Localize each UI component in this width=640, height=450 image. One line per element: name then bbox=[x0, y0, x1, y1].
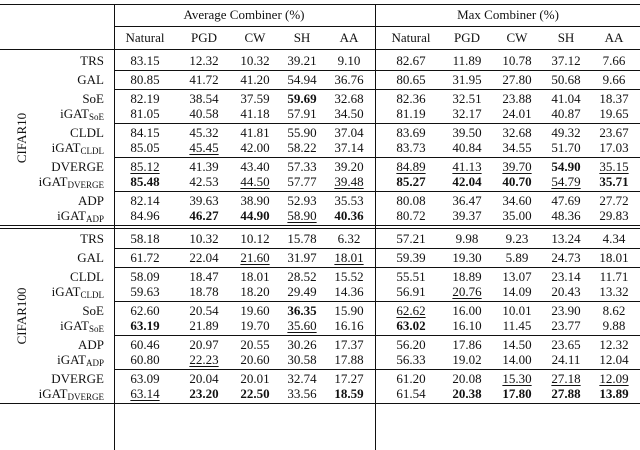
table-cell: 14.09 bbox=[502, 284, 532, 299]
table-cell: 9.98 bbox=[455, 231, 479, 246]
table-cell: 22.50 bbox=[240, 386, 270, 401]
table-cell: 15.78 bbox=[287, 231, 317, 246]
table-cell: 17.80 bbox=[502, 386, 532, 401]
table-cell: 38.54 bbox=[189, 91, 219, 106]
table-cell: 20.04 bbox=[189, 371, 219, 386]
table-cell: 23.14 bbox=[551, 269, 581, 284]
method-name: iGAT bbox=[60, 318, 89, 333]
table-cell: 61.72 bbox=[130, 250, 160, 265]
table-cell: 41.20 bbox=[240, 72, 270, 87]
dataset-label: CIFAR100 bbox=[14, 287, 29, 345]
method-name: iGAT bbox=[57, 352, 86, 367]
method-name: CLDL bbox=[70, 125, 104, 140]
table-cell: 40.87 bbox=[551, 106, 581, 121]
table-cell: 27.72 bbox=[599, 193, 629, 208]
table-cell: 63.02 bbox=[396, 318, 426, 333]
table-cell: 12.32 bbox=[189, 53, 219, 68]
table-cell: 58.22 bbox=[287, 140, 317, 155]
group-separator bbox=[114, 191, 640, 192]
table-cell: 27.80 bbox=[502, 72, 532, 87]
method-name: ADP bbox=[77, 337, 104, 352]
group-separator bbox=[114, 335, 640, 336]
table-cell: 23.88 bbox=[502, 91, 532, 106]
table-cell: 17.88 bbox=[334, 352, 364, 367]
table-cell: 20.60 bbox=[240, 352, 270, 367]
table-cell: 9.88 bbox=[602, 318, 626, 333]
table-cell: 18.01 bbox=[240, 269, 270, 284]
table-cell: 21.60 bbox=[240, 250, 270, 265]
table-cell: 27.18 bbox=[551, 371, 581, 386]
table-cell: 15.30 bbox=[502, 371, 532, 386]
table-cell: 24.01 bbox=[502, 106, 532, 121]
table-cell: 38.90 bbox=[240, 193, 270, 208]
column-header: SH bbox=[293, 30, 311, 45]
table-cell: 40.36 bbox=[334, 208, 364, 223]
table-cell: 20.76 bbox=[452, 284, 482, 299]
table-cell: 18.89 bbox=[452, 269, 482, 284]
table-cell: 45.45 bbox=[189, 140, 219, 155]
group-separator bbox=[114, 123, 640, 124]
table-cell: 31.95 bbox=[452, 72, 482, 87]
table-cell: 32.68 bbox=[334, 91, 364, 106]
table-cell: 46.27 bbox=[189, 208, 219, 223]
table-cell: 34.50 bbox=[334, 106, 364, 121]
table-cell: 80.72 bbox=[396, 208, 426, 223]
group-separator bbox=[114, 70, 640, 71]
table-cell: 85.27 bbox=[396, 174, 426, 189]
table-cell: 41.18 bbox=[240, 106, 270, 121]
column-header: PGD bbox=[190, 30, 217, 45]
table-cell: 31.97 bbox=[287, 250, 317, 265]
table-cell: 14.00 bbox=[502, 352, 532, 367]
table-cell: 54.79 bbox=[551, 174, 581, 189]
table-cell: 23.77 bbox=[551, 318, 581, 333]
method-name: DVERGE bbox=[51, 159, 104, 174]
table-cell: 39.21 bbox=[287, 53, 317, 68]
table-cell: 35.53 bbox=[334, 193, 364, 208]
table-cell: 42.00 bbox=[240, 140, 270, 155]
table-cell: 13.24 bbox=[551, 231, 581, 246]
table-cell: 83.73 bbox=[396, 140, 426, 155]
table-cell: 41.39 bbox=[189, 159, 219, 174]
table-cell: 10.78 bbox=[502, 53, 532, 68]
group-separator bbox=[114, 157, 640, 158]
group-separator bbox=[114, 267, 640, 268]
table-cell: 17.37 bbox=[334, 337, 364, 352]
table-cell: 80.08 bbox=[396, 193, 426, 208]
table-cell: 14.36 bbox=[334, 284, 364, 299]
table-cell: 60.80 bbox=[130, 352, 160, 367]
table-cell: 20.08 bbox=[452, 371, 482, 386]
table-cell: 63.09 bbox=[130, 371, 160, 386]
bottom-rule bbox=[0, 403, 640, 404]
dataset-rule-1 bbox=[0, 225, 640, 226]
table-cell: 54.94 bbox=[287, 72, 317, 87]
table-cell: 42.04 bbox=[452, 174, 482, 189]
table-cell: 19.02 bbox=[452, 352, 482, 367]
table-cell: 15.52 bbox=[334, 269, 364, 284]
table-cell: 13.32 bbox=[599, 284, 629, 299]
table-cell: 30.26 bbox=[287, 337, 317, 352]
method-name: iGAT bbox=[51, 284, 81, 299]
table-cell: 85.48 bbox=[130, 174, 160, 189]
table-cell: 37.14 bbox=[334, 140, 364, 155]
table-cell: 39.70 bbox=[502, 159, 532, 174]
table-cell: 59.69 bbox=[287, 91, 317, 106]
table-cell: 23.90 bbox=[551, 303, 581, 318]
method-name: GAL bbox=[77, 250, 104, 265]
method-name: iGAT bbox=[38, 386, 68, 401]
table-cell: 9.23 bbox=[505, 231, 529, 246]
method-name: SoE bbox=[82, 303, 104, 318]
table-cell: 84.15 bbox=[130, 125, 160, 140]
table-cell: 80.85 bbox=[130, 72, 160, 87]
method-label bbox=[10, 53, 104, 68]
table-cell: 24.73 bbox=[551, 250, 581, 265]
method-name: SoE bbox=[82, 91, 104, 106]
table-cell: 83.69 bbox=[396, 125, 426, 140]
method-subscript: SoE bbox=[88, 324, 104, 334]
table-cell: 54.90 bbox=[551, 159, 581, 174]
table-cell: 58.90 bbox=[287, 208, 317, 223]
table-cell: 57.91 bbox=[287, 106, 317, 121]
table-cell: 28.52 bbox=[287, 269, 317, 284]
table-cell: 35.15 bbox=[599, 159, 629, 174]
table-cell: 9.10 bbox=[337, 53, 361, 68]
table-cell: 37.12 bbox=[551, 53, 581, 68]
table-cell: 35.60 bbox=[287, 318, 317, 333]
table-cell: 20.54 bbox=[189, 303, 219, 318]
table-cell: 20.01 bbox=[240, 371, 270, 386]
table-cell: 18.47 bbox=[189, 269, 219, 284]
table-cell: 56.91 bbox=[396, 284, 426, 299]
table-cell: 34.55 bbox=[502, 140, 532, 155]
table-cell: 32.51 bbox=[452, 91, 482, 106]
table-cell: 10.12 bbox=[240, 231, 270, 246]
table-cell: 43.40 bbox=[240, 159, 270, 174]
table-cell: 16.00 bbox=[452, 303, 482, 318]
group-separator bbox=[114, 369, 640, 370]
table-cell: 36.76 bbox=[334, 72, 364, 87]
dataset-rule-2 bbox=[0, 228, 640, 229]
table-cell: 16.10 bbox=[452, 318, 482, 333]
method-name: GAL bbox=[77, 72, 104, 87]
table-cell: 29.49 bbox=[287, 284, 317, 299]
table-cell: 39.20 bbox=[334, 159, 364, 174]
method-name: CLDL bbox=[70, 269, 104, 284]
column-header: CW bbox=[244, 30, 266, 45]
table-cell: 40.70 bbox=[502, 174, 532, 189]
table-cell: 18.01 bbox=[599, 250, 629, 265]
table-cell: 62.62 bbox=[396, 303, 426, 318]
table-cell: 12.09 bbox=[599, 371, 629, 386]
table-cell: 8.62 bbox=[602, 303, 626, 318]
method-name: iGAT bbox=[51, 140, 81, 155]
table-cell: 17.03 bbox=[599, 140, 629, 155]
table-cell: 60.46 bbox=[130, 337, 160, 352]
header-rule bbox=[0, 49, 640, 50]
table-cell: 35.00 bbox=[502, 208, 532, 223]
method-subscript: ADP bbox=[85, 358, 104, 368]
method-name: TRS bbox=[80, 231, 104, 246]
table-cell: 82.14 bbox=[130, 193, 160, 208]
table-cell: 57.21 bbox=[396, 231, 426, 246]
table-cell: 32.74 bbox=[287, 371, 317, 386]
table-cell: 13.89 bbox=[599, 386, 629, 401]
table-cell: 30.58 bbox=[287, 352, 317, 367]
table-cell: 17.86 bbox=[452, 337, 482, 352]
table-cell: 82.67 bbox=[396, 53, 426, 68]
table-cell: 7.66 bbox=[602, 53, 626, 68]
table-cell: 81.19 bbox=[396, 106, 426, 121]
table-cell: 32.17 bbox=[452, 106, 482, 121]
top-rule bbox=[0, 4, 640, 5]
table-cell: 22.23 bbox=[189, 352, 219, 367]
column-header: AA bbox=[339, 30, 359, 45]
table-cell: 39.50 bbox=[452, 125, 482, 140]
table-cell: 51.70 bbox=[551, 140, 581, 155]
table-cell: 50.68 bbox=[551, 72, 581, 87]
table-cell: 45.32 bbox=[189, 125, 219, 140]
table-cell: 15.90 bbox=[334, 303, 364, 318]
table-cell: 36.47 bbox=[452, 193, 482, 208]
table-cell: 11.89 bbox=[452, 53, 482, 68]
table-cell: 19.60 bbox=[240, 303, 270, 318]
table-cell: 57.33 bbox=[287, 159, 317, 174]
table-cell: 18.01 bbox=[334, 250, 364, 265]
table-cell: 63.14 bbox=[130, 386, 160, 401]
table-cell: 39.48 bbox=[334, 174, 364, 189]
table-cell: 44.90 bbox=[240, 208, 270, 223]
table-cell: 85.12 bbox=[130, 159, 160, 174]
group-header-max: Max Combiner (%) bbox=[457, 7, 559, 22]
table-cell: 19.65 bbox=[599, 106, 629, 121]
table-cell: 58.18 bbox=[130, 231, 160, 246]
table-cell: 10.32 bbox=[240, 53, 270, 68]
group-rule bbox=[114, 26, 640, 27]
table-cell: 32.68 bbox=[502, 125, 532, 140]
table-cell: 41.04 bbox=[551, 91, 581, 106]
table-cell: 18.78 bbox=[189, 284, 219, 299]
column-header: AA bbox=[604, 30, 624, 45]
table-cell: 84.89 bbox=[396, 159, 426, 174]
table-cell: 11.45 bbox=[502, 318, 532, 333]
method-label bbox=[10, 231, 104, 246]
method-subscript: CLDL bbox=[80, 146, 104, 156]
table-cell: 56.20 bbox=[396, 337, 426, 352]
table-cell: 22.04 bbox=[189, 250, 219, 265]
group-separator bbox=[114, 301, 640, 302]
column-header: Natural bbox=[391, 30, 431, 45]
table-cell: 16.16 bbox=[334, 318, 364, 333]
table-cell: 24.11 bbox=[551, 352, 581, 367]
table-cell: 5.89 bbox=[505, 250, 529, 265]
table-cell: 44.50 bbox=[240, 174, 270, 189]
method-name: iGAT bbox=[57, 208, 86, 223]
group-separator bbox=[114, 248, 640, 249]
table-cell: 41.72 bbox=[189, 72, 219, 87]
method-subscript: DVERGE bbox=[67, 180, 104, 190]
table-cell: 23.65 bbox=[551, 337, 581, 352]
method-name: iGAT bbox=[60, 106, 89, 121]
table-cell: 55.90 bbox=[287, 125, 317, 140]
table-cell: 37.59 bbox=[240, 91, 270, 106]
table-cell: 18.37 bbox=[599, 91, 629, 106]
table-cell: 56.33 bbox=[396, 352, 426, 367]
table-cell: 40.84 bbox=[452, 140, 482, 155]
method-subscript: DVERGE bbox=[67, 392, 104, 402]
table-cell: 41.13 bbox=[452, 159, 482, 174]
table-cell: 42.53 bbox=[189, 174, 219, 189]
table-cell: 19.70 bbox=[240, 318, 270, 333]
table-cell: 19.30 bbox=[452, 250, 482, 265]
method-name: DVERGE bbox=[51, 371, 104, 386]
table-cell: 33.56 bbox=[287, 386, 317, 401]
table-cell: 59.63 bbox=[130, 284, 160, 299]
method-subscript: CLDL bbox=[80, 290, 104, 300]
table-cell: 41.81 bbox=[240, 125, 270, 140]
table-cell: 21.89 bbox=[189, 318, 219, 333]
table-cell: 10.32 bbox=[189, 231, 219, 246]
table-cell: 80.65 bbox=[396, 72, 426, 87]
table-cell: 6.32 bbox=[337, 231, 361, 246]
dataset-label: CIFAR10 bbox=[14, 112, 29, 164]
column-header: Natural bbox=[125, 30, 165, 45]
table-cell: 18.59 bbox=[334, 386, 364, 401]
table-cell: 52.93 bbox=[287, 193, 317, 208]
method-subscript: ADP bbox=[85, 214, 104, 224]
method-name: TRS bbox=[80, 53, 104, 68]
table-cell: 40.58 bbox=[189, 106, 219, 121]
table-cell: 81.05 bbox=[130, 106, 160, 121]
table-cell: 63.19 bbox=[130, 318, 160, 333]
table-cell: 20.43 bbox=[551, 284, 581, 299]
table-cell: 58.09 bbox=[130, 269, 160, 284]
table-cell: 47.69 bbox=[551, 193, 581, 208]
table-cell: 9.66 bbox=[602, 72, 626, 87]
table-cell: 57.77 bbox=[287, 174, 317, 189]
method-name: ADP bbox=[77, 193, 104, 208]
table-cell: 83.15 bbox=[130, 53, 160, 68]
table-cell: 23.67 bbox=[599, 125, 629, 140]
table-cell: 82.36 bbox=[396, 91, 426, 106]
table-cell: 11.71 bbox=[599, 269, 629, 284]
table-cell: 20.97 bbox=[189, 337, 219, 352]
table-cell: 34.60 bbox=[502, 193, 532, 208]
group-separator bbox=[114, 89, 640, 90]
table-cell: 37.04 bbox=[334, 125, 364, 140]
table-cell: 27.88 bbox=[551, 386, 581, 401]
column-header: PGD bbox=[453, 30, 480, 45]
table-cell: 62.60 bbox=[130, 303, 160, 318]
method-name: iGAT bbox=[38, 174, 68, 189]
method-subscript: SoE bbox=[88, 112, 104, 122]
table-cell: 61.20 bbox=[396, 371, 426, 386]
table-cell: 59.39 bbox=[396, 250, 426, 265]
table-cell: 48.36 bbox=[551, 208, 581, 223]
table-cell: 23.20 bbox=[189, 386, 219, 401]
table-cell: 14.50 bbox=[502, 337, 532, 352]
column-header: CW bbox=[506, 30, 528, 45]
table-cell: 39.63 bbox=[189, 193, 219, 208]
table-cell: 84.96 bbox=[130, 208, 160, 223]
table-cell: 12.04 bbox=[599, 352, 629, 367]
table-cell: 10.01 bbox=[502, 303, 532, 318]
table-cell: 18.20 bbox=[240, 284, 270, 299]
table-cell: 20.55 bbox=[240, 337, 270, 352]
table-cell: 85.05 bbox=[130, 140, 160, 155]
group-header-average: Average Combiner (%) bbox=[183, 7, 305, 22]
table-cell: 12.32 bbox=[599, 337, 629, 352]
table-cell: 39.37 bbox=[452, 208, 482, 223]
table-cell: 35.71 bbox=[599, 174, 629, 189]
table-cell: 61.54 bbox=[396, 386, 426, 401]
table-cell: 4.34 bbox=[602, 231, 626, 246]
table-cell: 36.35 bbox=[287, 303, 317, 318]
table-cell: 13.07 bbox=[502, 269, 532, 284]
column-header: SH bbox=[557, 30, 575, 45]
table-cell: 29.83 bbox=[599, 208, 629, 223]
table-cell: 82.19 bbox=[130, 91, 160, 106]
table-cell: 20.38 bbox=[452, 386, 482, 401]
table-cell: 17.27 bbox=[334, 371, 364, 386]
table-cell: 49.32 bbox=[551, 125, 581, 140]
table-cell: 55.51 bbox=[396, 269, 426, 284]
